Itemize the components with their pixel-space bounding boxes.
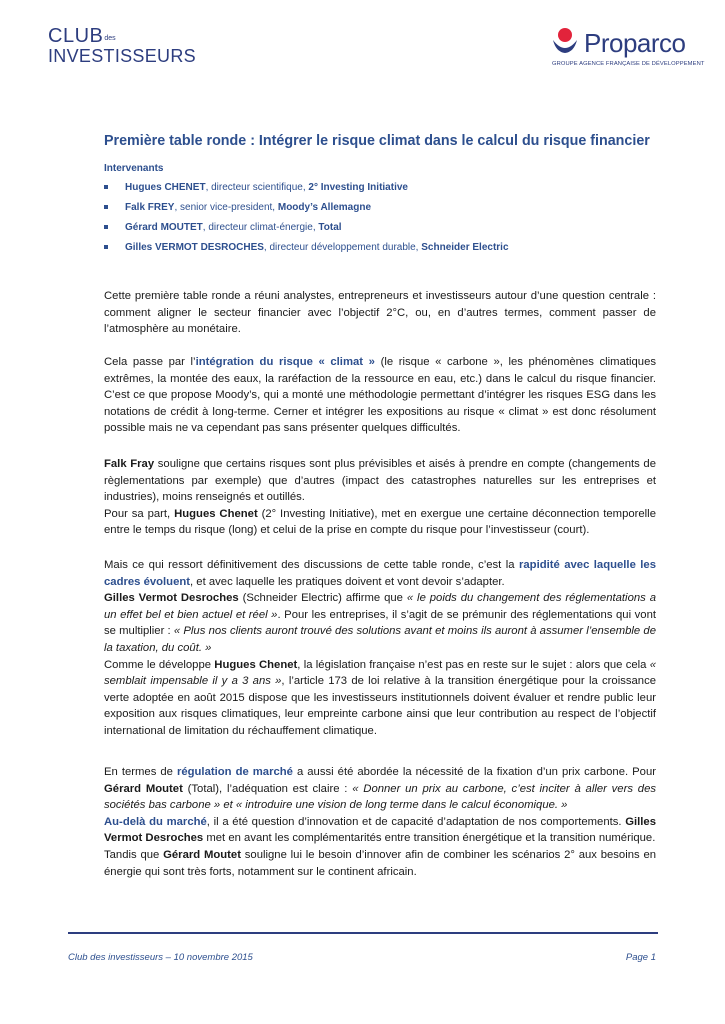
proparco-name: Proparco [584,28,686,58]
speaker-role: , senior vice-president, [174,202,278,213]
highlight-text: rapidité avec laquelle les cadres évoluent [104,559,656,588]
quote-text: « Donner un prix au carbone, c’est inciter à aller vers des sociétés bas carbone » et « introduire une vision de long terme dans le calcul économique. » [104,782,656,812]
bullet-icon [104,245,108,249]
footer-event-label: Club des investisseurs – 10 novembre 2015 [68,952,253,963]
speaker-name: Gérard MOUTET [125,222,203,233]
paragraph-intro: Cette première table ronde a réuni analystes, entrepreneurs et investisseurs autour d’une question centrale : comment aligner le secteur financier avec l’objectif 2°C, ou, en d’autres termes, comment passer de l’atmosphère au monétaire. [104,290,656,336]
logo-des-word: des [104,35,116,42]
logo-investisseurs-word: INVESTISSEURS [48,46,196,66]
footer-page-number: Page 1 [625,952,656,963]
highlight-text: intégration du risque « climat » [195,356,375,368]
speaker-role: , directeur climat-énergie, [202,222,319,233]
paragraph-integration: Cela passe par l’intégration du risque « climat » (le risque « carbone », les phénomènes climatiques extrêmes, la montée des eaux, la raréfaction de la ressource en eau, etc.) dans le calcul du risque financier. C’est ce que propose Moody’s, qui a monté une méthodologie permettant d’intégrer les risques ESG dans les notations de crédit à long-terme. Cerner et intégrer les expositions au risque « climat » est donc résolument possible mais ne va cependant pas sans présenter quelques difficultés. [104,356,656,435]
speaker-role: , directeur scientifique, [205,182,309,193]
logo-club-word: CLUB [48,25,104,47]
person-name: Hugues Chenet [174,507,258,520]
speaker-role: , directeur développement durable, [263,242,422,253]
person-name: Hugues Chenet [214,658,298,671]
person-name: Gérard Moutet [104,782,183,795]
speaker-org: Schneider Electric [421,242,509,253]
quote-text: « semblait impensable il y a 3 ans » [104,658,656,688]
quote-text: « le poids du changement des réglementations a un effet bel et bien actuel et réel » [104,592,656,621]
person-name: Falk Fray [104,458,155,470]
speaker-org: 2° Investing Initiative [308,182,408,193]
paragraph-rapidite: Mais ce qui ressort définitivement des discussions de cette table ronde, c’est la rapidité avec laquelle les cadres évoluent, et avec laquelle les pratiques doivent et vont devoir s’adapter. Gilles Vermot Desroches (Schneider Electric) affirme que « le poids du changement des réglementations a un effet bel et bien actuel et réel ». Pour les entreprises, il s’agit de se prémunir des réglementations qui vont se multiplier : « Plus nos clients auront trouvé des solutions avant et moins ils auront à assumer l’ensemble de la taxation, du coût. » Comme le développe Hugues Chenet, la législation française n’est pas en reste sur le sujet : alors que cela « semblait impensable il y a 3 ans », l’article 173 de loi relative à la transition énergétique pour la croissance verte adoptée en août 2015 dispose que les investisseurs institutionnels doivent évaluer et rendre public leur exposition aux risques climatiques, leur empreinte carbone ainsi que leur contribution au respect de l’objectif international de limitation du réchauffement climatique. [104,559,656,737]
person-name: Gilles Vermot Desroches [104,592,239,605]
proparco-tagline: GROUPE AGENCE FRANÇAISE DE DÉVELOPPEMENT [552,61,705,67]
speaker-org: Moody’s Allemagne [277,202,372,213]
club-investisseurs-logo [48,26,196,65]
speaker-name: Hugues CHENET [125,182,206,193]
proparco-logo [550,26,705,72]
person-name: Gilles Vermot Desroches [104,815,656,845]
proparco-mark-icon [550,26,580,56]
highlight-text: régulation de marché [176,766,293,778]
person-name: Gérard Moutet [163,848,241,861]
bullet-icon [104,225,108,229]
page-title: Première table ronde : Intégrer le risque climat dans le calcul du risque financier [104,133,650,149]
intervenants-heading: Intervenants [104,163,164,174]
quote-text: « Plus nos clients auront trouvé des solutions avant et moins ils auront à assumer l’ensemble de la taxation, du coût. » [104,625,656,654]
speaker-org: Total [318,222,342,233]
paragraph-regulation: En termes de régulation de marché a aussi été abordée la nécessité de la fixation d’un prix carbone. Pour Gérard Moutet (Total), l’adéquation est claire : « Donner un prix au carbone, c’est inciter à aller vers des sociétés bas carbone » et « introduire une vision de long terme dans le calcul économique. » Au-delà du marché, il a été question d’innovation et de capacité d’adaptation de nos comportements. Gilles Vermot Desroches met en avant les complémentarités entre transition énergétique et la transition numérique. Tandis que Gérard Moutet souligne lui le besoin d’innover afin de combiner les scénarios 2° aux besoins en énergie qui sont très forts, notamment sur le continent africain. [104,766,657,878]
speaker-name: Gilles VERMOT DESROCHES [125,242,264,253]
footer-divider [68,932,658,934]
speaker-name: Falk FREY [125,202,175,213]
highlight-text: Au-delà du marché [104,815,207,828]
paragraph-falk-fray: Falk Fray souligne que certains risques sont plus prévisibles et aisés à prendre en compte (changements de règlementations par exemple) que d’autres (impact des catastrophes naturelles sur les entreprises et industries), moins renseignés et outillés. Pour sa part, Hugues Chenet (2° Investing Initiative), met en exergue une certaine déconnection temporelle entre le temps du risque (long) et celui de la prise en compte du risque pour l’investisseur (court). [104,458,656,537]
bullet-icon [104,205,108,209]
bullet-icon [104,185,108,189]
